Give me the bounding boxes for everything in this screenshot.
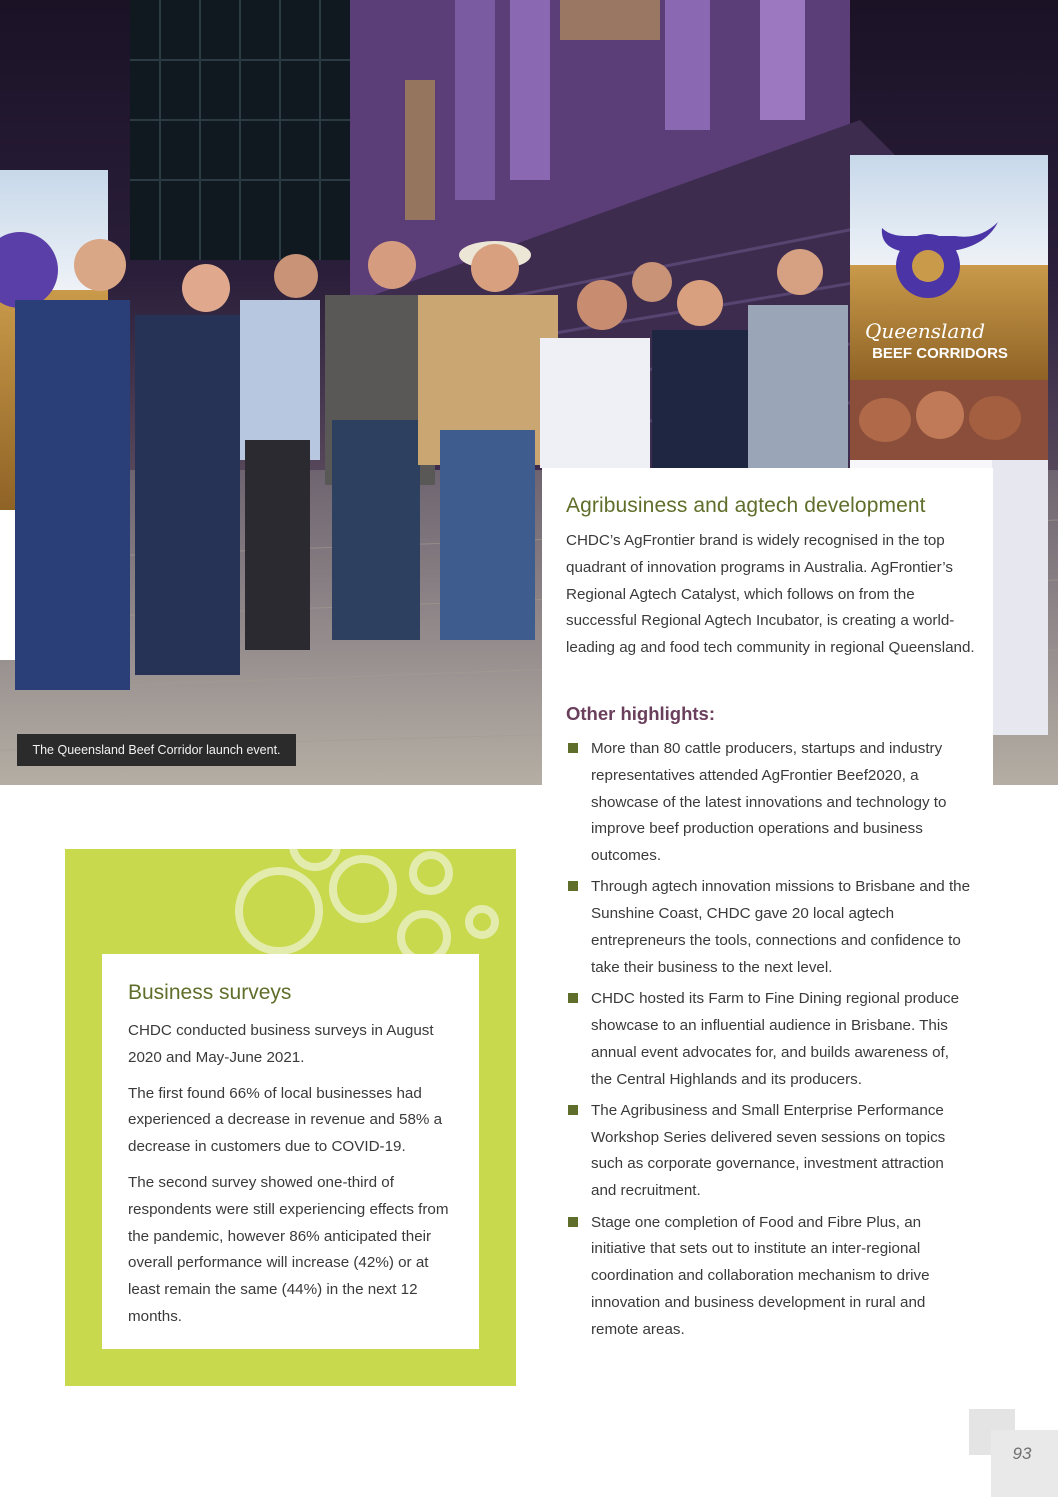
highlight-text: Stage one completion of Food and Fibre Plus, an initiative that sets out to institute an inter-regional coordination and collaboration mechanism to drive innovation and business development in rural and remote areas. <box>591 1213 930 1338</box>
highlight-text: CHDC hosted its Farm to Fine Dining regional produce showcase to an influential audience in Brisbane. This annual event advocates for, and builds awareness of, the Central Highlands and its producers. <box>591 990 960 1088</box>
business-surveys-body <box>128 1018 463 1340</box>
survey-paragraph: The second survey showed one-third of respondents were still experiencing effects from the pandemic, however 86% anticipated their overall performance will increase (42%) or at least remain the same (44%) in the next 12 months. <box>128 1173 449 1325</box>
photo-caption: The Queensland Beef Corridor launch event. <box>17 734 296 766</box>
highlight-text: More than 80 cattle producers, startups and industry representatives attended AgFrontier Beef2020, a showcase of the latest innovations and technology to improve beef production operations and business outcomes. <box>591 740 947 865</box>
square-bullet-icon <box>568 743 578 753</box>
highlight-item <box>566 986 971 1093</box>
survey-paragraph: The first found 66% of local businesses had experienced a decrease in revenue and 58% a decrease in customers due to COVID-19. <box>128 1084 443 1156</box>
highlight-text: Through agtech innovation missions to Brisbane and the Sunshine Coast, CHDC gave 20 local agtech entrepreneurs the tools, connections and confidence to take their business to the next level. <box>591 878 971 976</box>
highlights-list <box>566 736 971 1348</box>
banner-title-line1: Queensland <box>864 319 986 343</box>
agribusiness-title: Agribusiness and agtech development <box>566 494 926 517</box>
agribusiness-body: CHDC’s AgFrontier brand is widely recognised in the top quadrant of innovation programs in Australia. AgFrontier’s Regional Agtech Catalyst, which follows on from the successful Regional Agtech Incubator, is creating a world-leading ag and food tech community in regional Queensland. <box>566 532 975 657</box>
business-surveys-title: Business surveys <box>128 981 292 1004</box>
highlight-item <box>566 874 971 981</box>
square-bullet-icon <box>568 993 578 1003</box>
highlight-item <box>566 736 971 870</box>
survey-paragraph: CHDC conducted business surveys in August 2020 and May-June 2021. <box>128 1022 434 1066</box>
highlight-item <box>566 1098 971 1205</box>
square-bullet-icon <box>568 1105 578 1115</box>
highlights-title: Other highlights: <box>566 703 716 724</box>
highlight-item <box>566 1210 971 1344</box>
square-bullet-icon <box>568 881 578 891</box>
page-number: 93 <box>1012 1444 1032 1463</box>
banner-title-line2: BEEF CORRIDORS <box>872 345 1008 362</box>
square-bullet-icon <box>568 1217 578 1227</box>
highlight-text: The Agribusiness and Small Enterprise Performance Workshop Series delivered seven sessions on topics such as corporate governance, investment attraction and recruitment. <box>591 1101 946 1200</box>
